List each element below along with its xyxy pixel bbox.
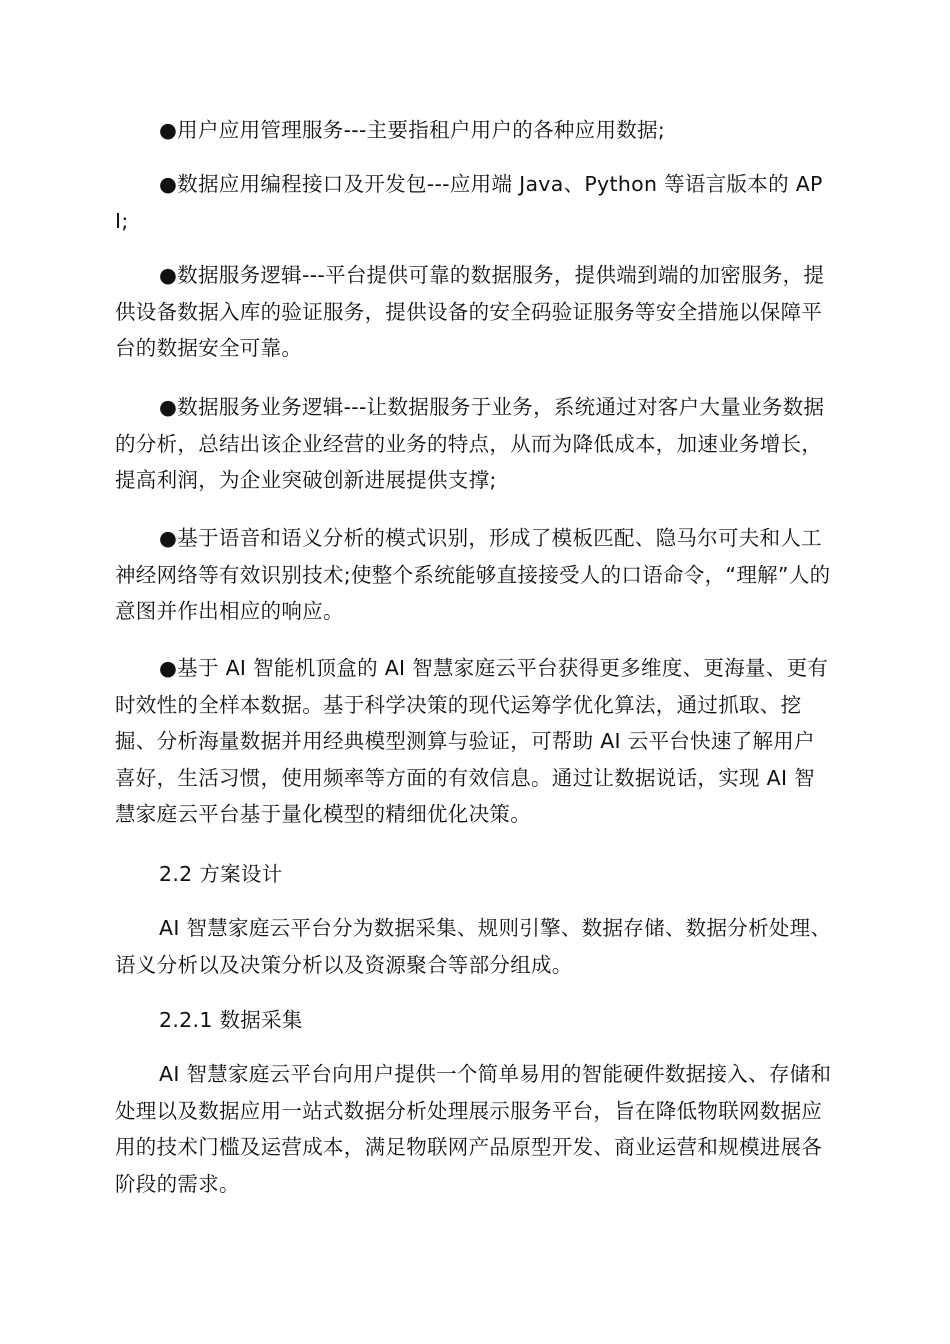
section-heading-2-2: 2.2 方案设计	[159, 862, 283, 886]
paragraph-2-2-body: AI 智慧家庭云平台分为数据采集、规则引擎、数据存储、数据分析处理、语义分析以及决策分析以及资源聚合等部分组成。	[115, 916, 832, 977]
paragraph-data-business-logic: ●数据服务业务逻辑---让数据服务于业务，系统通过对客户大量业务数据的分析，总结出该企业经营的业务的特点，从而为降低成本，加速业务增长，提高利润，为企业突破创新进展提供支撑;	[115, 395, 825, 492]
paragraph-data-service-logic: ●数据服务逻辑---平台提供可靠的数据服务，提供端到端的加密服务，提供设备数据入库的验证服务，提供设备的安全码验证服务等安全措施以保障平台的数据安全可靠。	[115, 263, 825, 360]
paragraph-2-2-1-body: AI 智慧家庭云平台向用户提供一个简单易用的智能硬件数据接入、存储和处理以及数据应用一站式数据分析处理展示服务平台，旨在降低物联网数据应用的技术门槛及运营成本，满足物联网产品原型开发、商业运营和规模进展各阶段的需求。	[115, 1062, 832, 1196]
paragraph-speech-recognition: ●基于语音和语义分析的模式识别，形成了模板匹配、隐马尔可夫和人工神经网络等有效识别技术;使整个系统能够直接接受人的口语命令，“理解”人的意图并作出相应的响应。	[115, 526, 831, 623]
paragraph-data-api-sdk: ●数据应用编程接口及开发包---应用端 Java、Python 等语言版本的 API;	[115, 172, 823, 233]
section-heading-2-2-1: 2.2.1 数据采集	[159, 1008, 303, 1032]
paragraph-ai-settop-box: ●基于 AI 智能机顶盒的 AI 智慧家庭云平台获得更多维度、更海量、更有时效性的全样本数据。基于科学决策的现代运筹学优化算法，通过抓取、挖掘、分析海量数据并用经典模型测算与验证，可帮助 AI 云平台快速了解用户喜好，生活习惯，使用频率等方面的有效信息。通过让数据说话，实现 AI 智慧家庭云平台基于量化模型的精细优化决策。	[115, 656, 829, 826]
paragraph-user-app-management: ●用户应用管理服务---主要指租户用户的各种应用数据;	[159, 118, 666, 142]
